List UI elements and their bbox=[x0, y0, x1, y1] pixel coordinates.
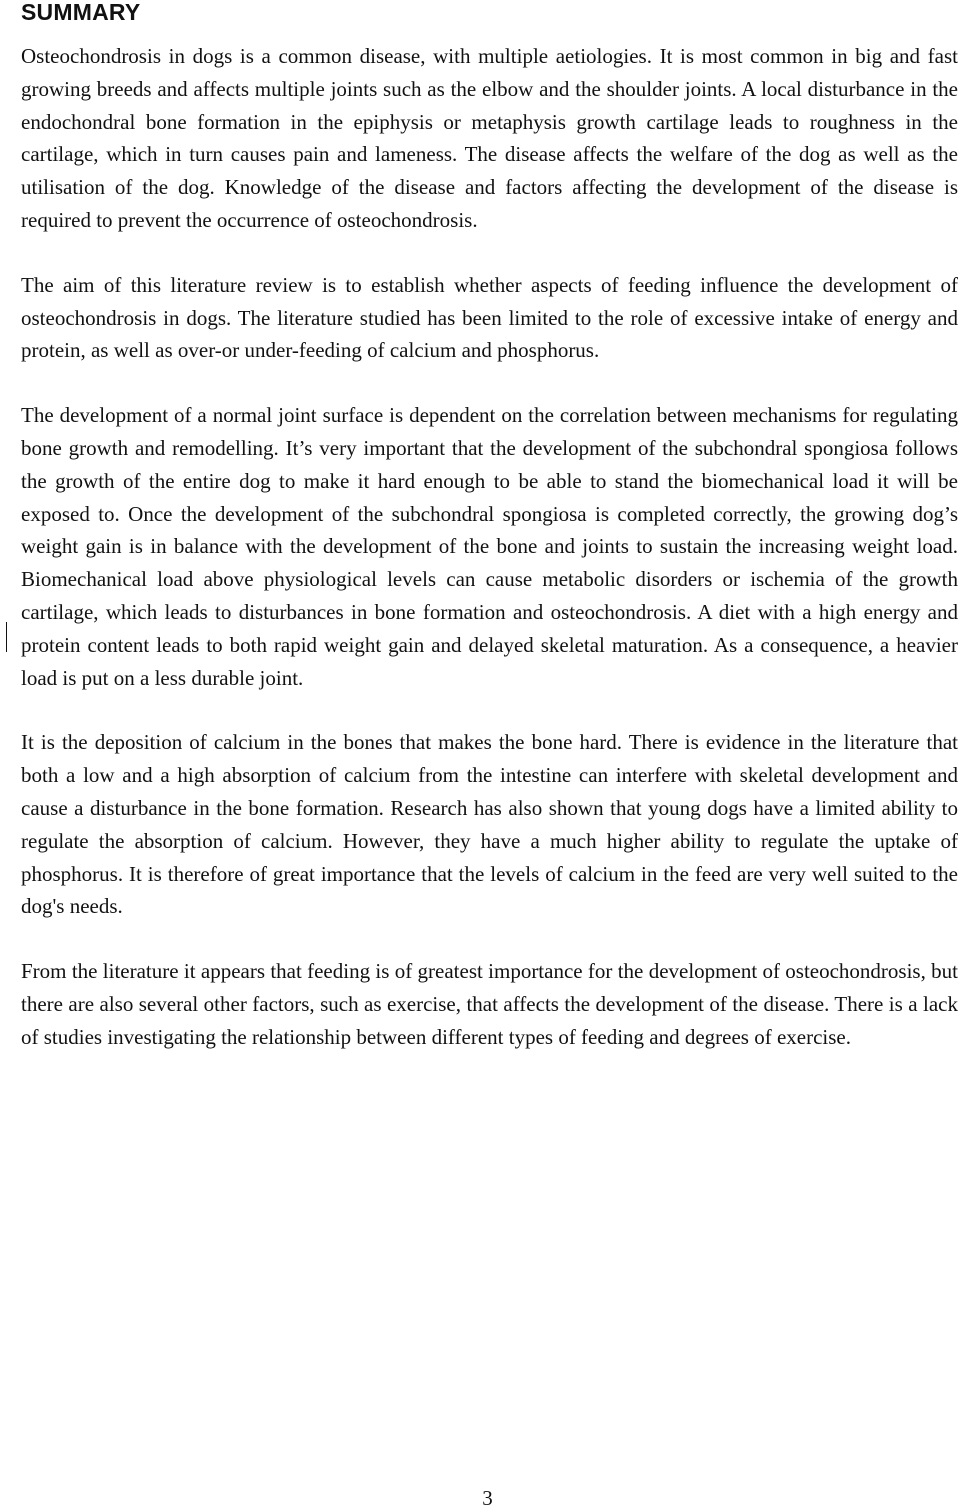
summary-body bbox=[21, 40, 958, 1086]
paragraph-calcium: It is the deposition of calcium in the bones that makes the bone hard. There is evidence in the literature that both a low and a high absorption of calcium from the intestine can interfere with skeletal development and cause a disturbance in the bone formation. Research has also shown that young dogs have a limited ability to regulate the absorption of calcium. However, they have a much higher ability to regulate the uptake of phosphorus. It is therefore of great importance that the levels of calcium in the feed are very well suited to the dog's needs. bbox=[21, 730, 958, 919]
paragraph-conclusion: From the literature it appears that feeding is of greatest importance for the development of osteochondrosis, but there are also several other factors, such as exercise, that affects the development of the disease. There is a lack of studies investigating the relationship between different types of feeding and degrees of exercise. bbox=[21, 959, 958, 1049]
revision-change-bar bbox=[6, 622, 7, 652]
page-number: 3 bbox=[482, 1486, 493, 1510]
paragraph-aim: The aim of this literature review is to establish whether aspects of feeding influence the development of osteochondrosis in dogs. The literature studied has been limited to the role of excessive intake of energy and protein, as well as over-or under-feeding of calcium and phosphorus. bbox=[21, 272, 958, 363]
summary-heading: SUMMARY bbox=[21, 0, 141, 25]
paragraph-overview: Osteochondrosis in dogs is a common disease, with multiple aetiologies. It is most common in big and fast growing breeds and affects multiple joints such as the elbow and the shoulder joints. A local disturbance in the endochondral bone formation in the epiphysis or metaphysis growth cartilage leads to roughness in the cartilage, which in turn causes pain and lameness. The disease affects the welfare of the dog as well as the utilisation of the dog. Knowledge of the disease and factors affecting the development of the disease is required to prevent the occurrence of osteochondrosis. bbox=[21, 44, 958, 232]
paragraph-joint-development: The development of a normal joint surface is dependent on the correlation between mechanisms for regulating bone growth and remodelling. It’s very important that the development of the subchondral spongiosa follows the growth of the entire dog to make it hard enough to be able to stand the biomechanical load it will be exposed to. Once the development of the subchondral spongiosa is completed correctly, the growing dog’s weight gain is in balance with the development of the bone and joints to sustain the increasing weight load. Biomechanical load above physiological levels can cause metabolic disorders or ischemia of the growth cartilage, which leads to disturbances in bone formation and osteochondrosis. A diet with a high energy and protein content leads to both rapid weight gain and delayed skeletal maturation. As a consequence, a heavier load is put on a less durable joint. bbox=[21, 403, 958, 690]
